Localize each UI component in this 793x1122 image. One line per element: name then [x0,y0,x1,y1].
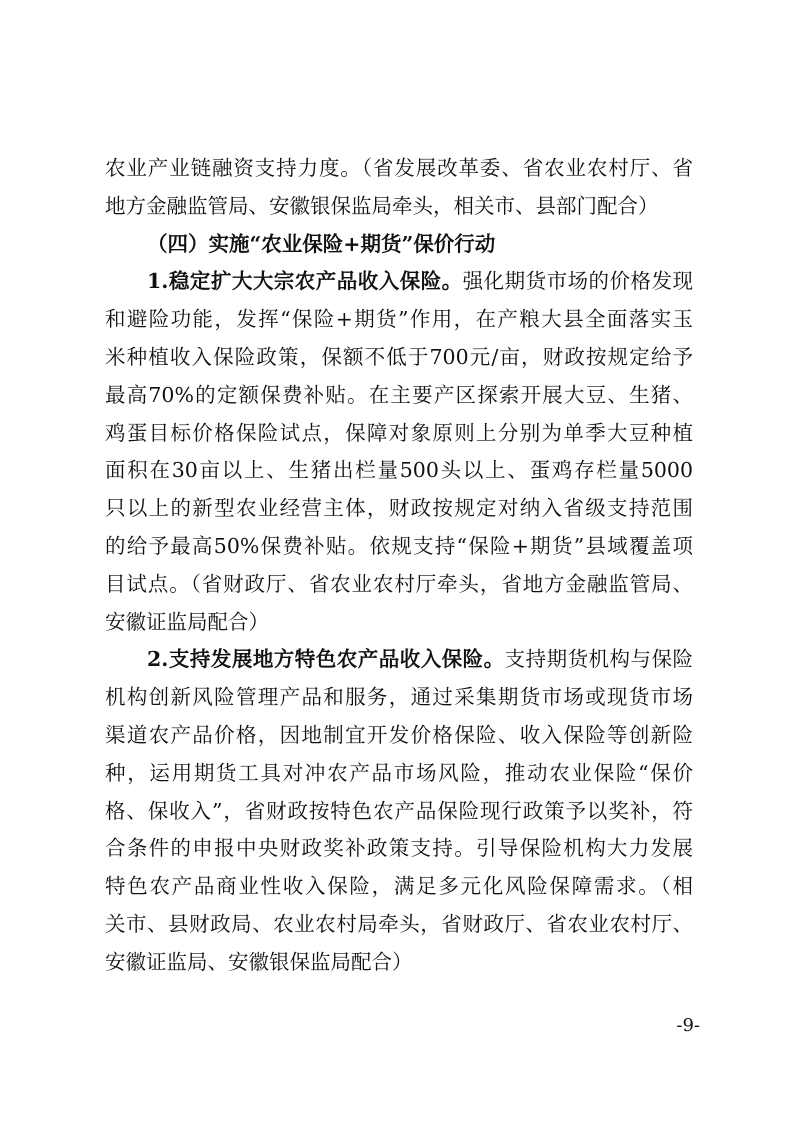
paragraph-line: 鸡蛋目标价格保险试点，保障对象原则上分别为单季大豆种植 [105,420,693,445]
paragraph-line: 目试点。（省财政厅、省农业农村厅牵头，省地方金融监管局、 [105,571,693,596]
section-heading: （四）实施“农业保险+期货”保价行动 [147,231,496,256]
paragraph-line: 的给予最高50%保费补贴。依规支持“保险+期货”县域覆盖项 [105,533,693,558]
paragraph-line: 合条件的申报中央财政奖补政策支持。引导保险机构大力发展 [105,836,693,861]
paragraph-line: 农业产业链融资支持力度。（省发展改革委、省农业农村厅、省 [105,156,693,180]
paragraph-line: 种，运用期货工具对冲农产品市场风险，推动农业保险“保价 [105,760,693,785]
item2-first-line [105,641,693,679]
item1-first-line-text: 强化期货市场的价格发现 [462,269,693,294]
paragraph-line: 地方金融监管局、安徽银保监局牵头，相关市、县部门配合） [105,193,659,218]
paragraph-line: 安徽证监局配合） [105,609,269,634]
item2-title: 2.支持发展地方特色农产品收入保险。 [147,647,505,672]
paragraph-line: 只以上的新型农业经营主体，财政按规定对纳入省级支持范围 [105,496,693,521]
paragraph-line: 最高70%的定额保费补贴。在主要产区探索开展大豆、生猪、 [105,382,693,407]
item2-first-line-text: 支持期货机构与保险 [504,647,693,672]
paragraph-line: 和避险功能，发挥“保险+期货”作用，在产粮大县全面落实玉 [105,307,693,332]
paragraph-line: 渠道农产品价格，因地制宜开发价格保险、收入保险等创新险 [105,722,693,747]
document-body [105,150,693,982]
paragraph-line: 面积在30亩以上、生猪出栏量500头以上、蛋鸡存栏量5000 [105,458,693,483]
paragraph-line: 关市、县财政局、农业农村局牵头，省财政厅、省农业农村厅、 [105,911,693,936]
page-number: -9- [676,1015,700,1036]
paragraph-line: 机构创新风险管理产品和服务，通过采集期货市场或现货市场 [105,685,693,710]
paragraph-line: 安徽证监局、安徽银保监局配合） [105,949,413,974]
paragraph-line: 格、保收入”，省财政按特色农产品保险现行政策予以奖补，符 [105,798,693,823]
item1-first-line [105,263,693,301]
paragraph-line: 特色农产品商业性收入保险，满足多元化风险保障需求。（相 [105,874,693,899]
item1-title: 1.稳定扩大大宗农产品收入保险。 [147,269,463,294]
paragraph-line: 米种植收入保险政策，保额不低于700元/亩，财政按规定给予 [105,344,693,369]
